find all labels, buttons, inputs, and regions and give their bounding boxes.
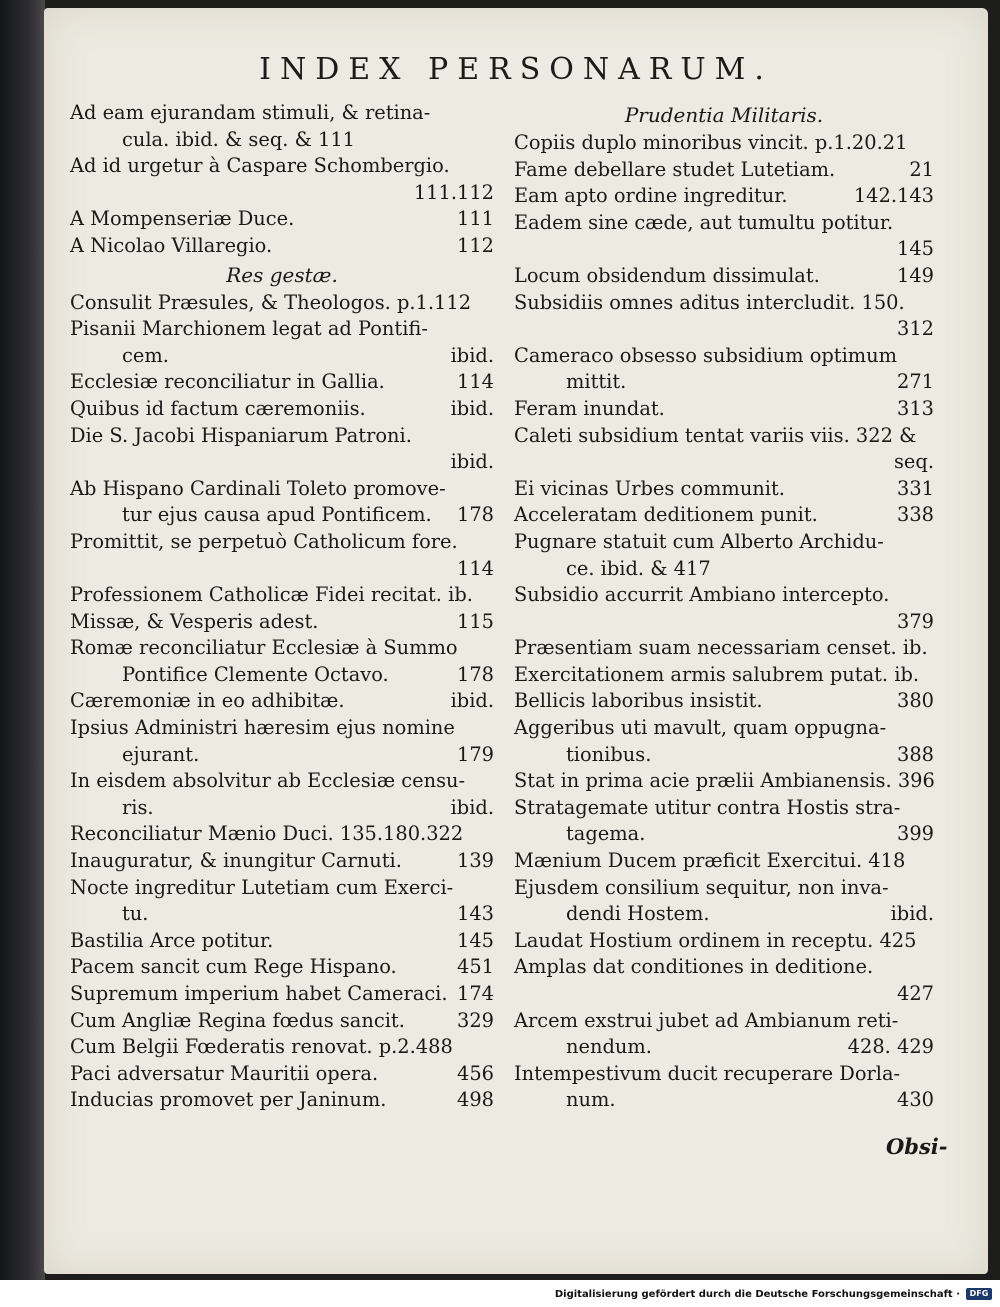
entry-text: Aggeribus uti mavult, quam oppugna- <box>514 716 887 740</box>
entry-text: cula. ibid. & seq. & 111 <box>122 127 356 151</box>
entry-text: Bellicis laboribus insistit. <box>514 689 763 713</box>
index-entry <box>514 662 934 689</box>
index-entry <box>70 529 494 582</box>
page-reference: 142.143 <box>853 184 934 208</box>
index-entry <box>70 476 494 529</box>
page-reference: 430 <box>896 1088 934 1112</box>
entry-text: ris. <box>122 795 154 819</box>
page-reference: 114 <box>456 556 494 580</box>
page-reference: 329 <box>456 1008 494 1032</box>
page-reference: 21 <box>909 157 934 181</box>
entry-text: Subsidio accurrit Ambiano intercepto. <box>514 583 890 607</box>
index-entry <box>514 928 934 955</box>
index-entry <box>514 183 934 210</box>
index-entry <box>514 529 934 582</box>
entry-text: Mænium Ducem præficit Exercitui. 418 <box>514 849 906 873</box>
entry-text: In eisdem absolvitur ab Ecclesiæ censu- <box>70 769 466 793</box>
page-reference: ibid. <box>450 689 494 713</box>
index-entry <box>70 715 494 768</box>
index-entry <box>514 768 934 795</box>
index-entry <box>514 502 934 529</box>
page-reference: ibid. <box>450 343 494 367</box>
entry-text: Amplas dat conditiones in deditione. <box>514 955 874 979</box>
right-column <box>514 100 934 1114</box>
entry-text: Ecclesiæ reconciliatur in Gallia. <box>70 370 385 394</box>
entry-text: Ipsius Administri hæresim ejus nomine <box>70 716 455 740</box>
index-entry <box>514 582 934 635</box>
entry-text: dendi Hostem. <box>566 902 710 926</box>
page-reference: ibid. <box>890 902 934 926</box>
entry-text: Pacem sancit cum Rege Hispano. <box>70 955 397 979</box>
entry-text: Professionem Catholicæ Fidei recitat. ib. <box>70 583 473 607</box>
entry-text: Intempestivum ducit recuperare Dorla- <box>514 1061 901 1085</box>
entry-text: Locum obsidendum dissimulat. <box>514 263 820 287</box>
page-reference: 271 <box>896 370 934 394</box>
entry-text: Exercitationem armis salubrem putat. ib. <box>514 662 920 686</box>
entry-text: Præsentiam suam necessariam censet. ib. <box>514 636 928 660</box>
entry-text: Consulit Præsules, & Theologos. p.1.112 <box>70 290 472 314</box>
index-entry <box>70 1034 494 1061</box>
index-entry <box>70 635 494 688</box>
page-reference: 111.112 <box>413 180 494 204</box>
entry-text: Die S. Jacobi Hispaniarum Patroni. <box>70 423 412 447</box>
page-reference: ibid. <box>450 795 494 819</box>
index-entry <box>70 316 494 369</box>
entry-text: Ab Hispano Cardinali Toleto promove- <box>70 476 446 500</box>
index-entry <box>70 153 494 206</box>
index-entry <box>514 635 934 662</box>
entry-text: mittit. <box>566 370 627 394</box>
page-reference: 111 <box>456 207 494 231</box>
index-entry <box>70 768 494 821</box>
page-reference: 112 <box>456 233 494 257</box>
index-entry <box>70 928 494 955</box>
section-heading: Res gestæ. <box>226 262 338 287</box>
entry-text: nendum. <box>566 1035 652 1059</box>
page-reference: 145 <box>896 237 934 261</box>
page-reference: 114 <box>456 370 494 394</box>
index-entry <box>70 1087 494 1114</box>
entry-text: Ad id urgetur à Caspare Schombergio. <box>70 154 450 178</box>
page-reference: 178 <box>456 662 494 686</box>
page-reference: 379 <box>896 609 934 633</box>
index-entry <box>514 343 934 396</box>
page-reference: ibid. <box>450 450 494 474</box>
entry-text: Pisanii Marchionem legat ad Pontifi- <box>70 317 428 341</box>
entry-text: ejurant. <box>122 742 200 766</box>
index-entry <box>70 423 494 476</box>
entry-text: Laudat Hostium ordinem in receptu. 425 <box>514 928 917 952</box>
page-reference: 143 <box>456 902 494 926</box>
entry-text: Inauguratur, & inungitur Carnuti. <box>70 849 402 873</box>
book-page <box>44 8 988 1274</box>
entry-text: Feram inundat. <box>514 396 665 420</box>
catchword: Obsi- <box>886 1134 948 1159</box>
entry-text: tur ejus causa apud Pontificem. <box>122 503 432 527</box>
index-entry <box>70 396 494 423</box>
entry-text: Cæremoniæ in eo adhibitæ. <box>70 689 345 713</box>
page-reference: 313 <box>896 396 934 420</box>
entry-text: ce. ibid. & 417 <box>566 556 711 580</box>
entry-text: A Nicolao Villaregio. <box>70 233 273 257</box>
page-reference: seq. <box>893 450 934 474</box>
entry-text: Ei vicinas Urbes communit. <box>514 476 785 500</box>
index-entry <box>70 981 494 1008</box>
page-reference: 149 <box>896 263 934 287</box>
index-entry <box>514 396 934 423</box>
page-reference: 331 <box>896 476 934 500</box>
index-entry <box>514 875 934 928</box>
index-entry <box>514 290 934 343</box>
index-entry <box>70 821 494 848</box>
index-entry <box>514 157 934 184</box>
page-reference: 451 <box>456 955 494 979</box>
page-reference: 338 <box>896 503 934 527</box>
entry-text: tionibus. <box>566 742 652 766</box>
entry-text: Nocte ingreditur Lutetiam cum Exerci- <box>70 875 454 899</box>
page-reference: 498 <box>456 1088 494 1112</box>
section-heading: Prudentia Militaris. <box>624 103 824 127</box>
index-entry <box>514 795 934 848</box>
entry-text: Supremum imperium habet Cameraci. <box>70 982 448 1005</box>
dfg-logo: DFG <box>966 1288 992 1300</box>
index-entry <box>70 206 494 233</box>
index-entry <box>514 1061 934 1114</box>
page-reference: 428. 429 <box>847 1035 934 1059</box>
page-reference: 456 <box>456 1061 494 1085</box>
index-entry <box>70 233 494 260</box>
page-reference: 388 <box>896 742 934 766</box>
entry-text: Stat in prima acie prælii Ambianensis. 396 <box>514 769 935 793</box>
page-reference: 174 <box>456 982 494 1005</box>
entry-text: Inducias promovet per Janinum. <box>70 1088 387 1112</box>
index-entry <box>70 875 494 928</box>
entry-text: A Mompenseriæ Duce. <box>70 207 295 231</box>
index-entry <box>70 290 494 317</box>
index-entry <box>70 369 494 396</box>
index-entry <box>514 1008 934 1061</box>
entry-text: tagema. <box>566 822 646 846</box>
entry-text: Stratagemate utitur contra Hostis stra- <box>514 795 901 819</box>
page-reference: 115 <box>456 609 494 633</box>
entry-text: Promittit, se perpetuò Catholicum fore. <box>70 529 458 553</box>
page-reference: 145 <box>456 928 494 952</box>
entry-text: Acceleratam deditionem punit. <box>514 503 818 527</box>
running-head: INDEX PERSONARUM. <box>259 52 773 87</box>
entry-text: Ejusdem consilium sequitur, non inva- <box>514 875 889 899</box>
entry-text: Fame debellare studet Lutetiam. <box>514 157 836 181</box>
index-entry <box>514 954 934 1007</box>
entry-text: Cum Belgii Fœderatis renovat. p.2.488 <box>70 1035 453 1059</box>
entry-text: Ad eam ejurandam stimuli, & retina- <box>70 101 431 124</box>
entry-text: Eadem sine cæde, aut tumultu potitur. <box>514 210 894 234</box>
entry-text: Romæ reconciliatur Ecclesiæ à Summo <box>70 636 458 660</box>
index-entry <box>514 263 934 290</box>
entry-text: Quibus id factum cæremoniis. <box>70 396 366 420</box>
entry-text: tu. <box>122 902 149 926</box>
index-entry <box>514 715 934 768</box>
entry-text: Cum Angliæ Regina fœdus sancit. <box>70 1008 405 1032</box>
index-entry <box>70 582 494 609</box>
page-reference: 139 <box>456 849 494 873</box>
page-reference: 179 <box>456 742 494 766</box>
index-entry <box>514 848 934 875</box>
digitization-footer <box>0 1280 1000 1307</box>
page-reference: 178 <box>456 503 494 527</box>
entry-text: Copiis duplo minoribus vincit. p.1.20.21 <box>514 131 908 154</box>
page-reference: ibid. <box>450 396 494 420</box>
index-entry <box>70 609 494 636</box>
index-entry <box>70 848 494 875</box>
entry-text: Pontifice Clemente Octavo. <box>122 662 389 686</box>
entry-text: Paci adversatur Mauritii opera. <box>70 1061 379 1085</box>
entry-text: cem. <box>122 343 169 367</box>
adjacent-page-edge <box>0 0 45 1280</box>
index-entry <box>514 423 934 476</box>
index-entry <box>70 688 494 715</box>
index-entry <box>514 210 934 263</box>
index-entry <box>514 130 934 157</box>
entry-text: Caleti subsidium tentat variis viis. 322 & <box>514 423 917 447</box>
entry-text: Bastilia Arce potitur. <box>70 928 274 952</box>
index-entry <box>70 1061 494 1088</box>
entry-text: Cameraco obsesso subsidium optimum <box>514 343 898 367</box>
index-entry <box>70 1008 494 1035</box>
entry-text: Arcem exstrui jubet ad Ambianum reti- <box>514 1008 899 1032</box>
funding-note: Digitalisierung gefördert durch die Deutsche Forschungsgemeinschaft · <box>554 1289 960 1300</box>
entry-text: Missæ, & Vesperis adest. <box>70 609 319 633</box>
index-entry <box>514 688 934 715</box>
entry-text: Eam apto ordine ingreditur. <box>514 184 788 208</box>
page-reference: 399 <box>896 822 934 846</box>
entry-text: num. <box>566 1088 616 1112</box>
page-reference: 312 <box>896 317 934 341</box>
entry-text: Subsidiis omnes aditus intercludit. 150. <box>514 290 905 314</box>
index-entry <box>70 954 494 981</box>
page-reference: 427 <box>896 982 934 1005</box>
index-entry <box>514 476 934 503</box>
entry-text: Reconciliatur Mænio Duci. 135.180.322 <box>70 822 464 846</box>
page-reference: 380 <box>896 689 934 713</box>
entry-text: Pugnare statuit cum Alberto Archidu- <box>514 529 884 553</box>
index-entry <box>70 100 494 153</box>
left-column <box>70 100 494 1114</box>
